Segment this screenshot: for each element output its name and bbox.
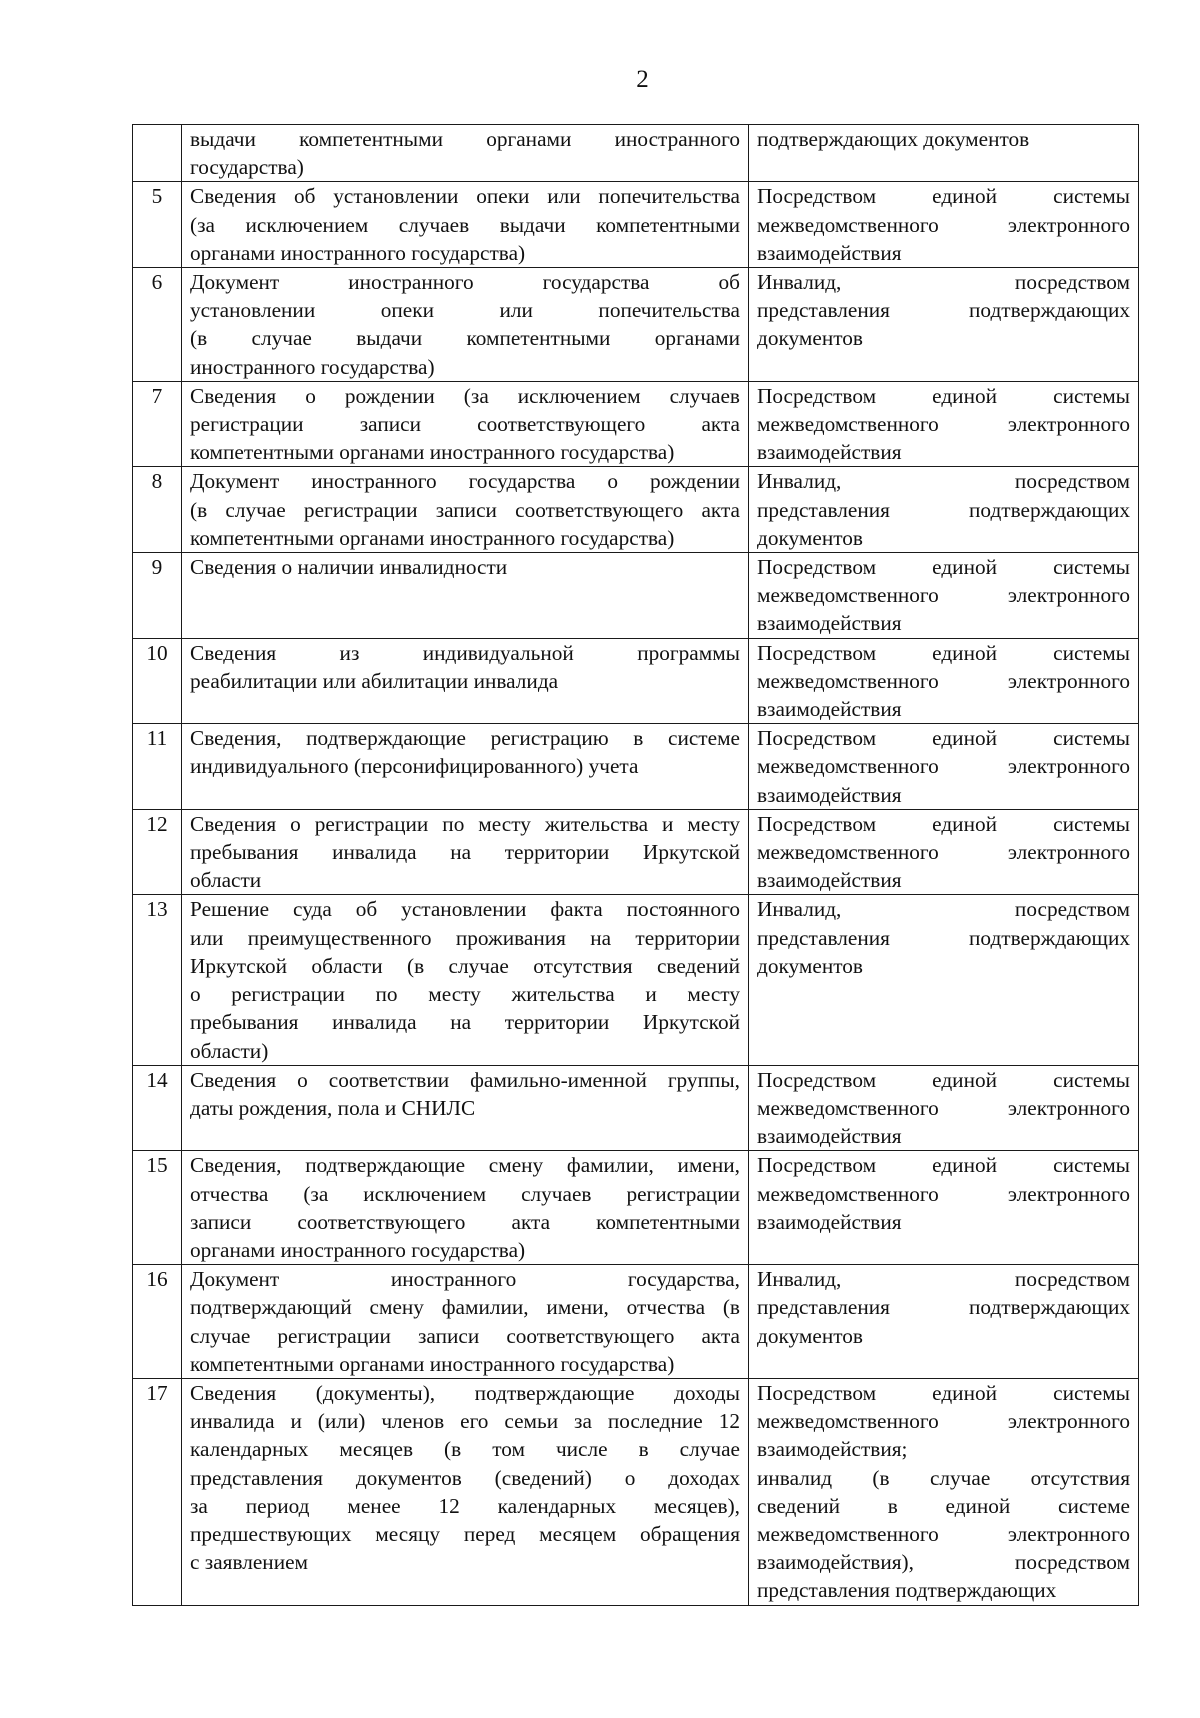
document-name-cell: [182, 1151, 749, 1265]
row-number-cell: 11: [133, 724, 182, 810]
document-name-cell: [182, 125, 749, 182]
document-name-line: индивидуального (персонифицированного) учета: [190, 754, 639, 779]
document-name-line: Сведения, подтверждающие регистрацию в системе: [190, 726, 740, 751]
document-name-line: области): [190, 1038, 269, 1063]
table-row: [133, 1378, 1139, 1605]
table-row: [133, 724, 1139, 810]
submission-method-line: Посредством единой системы: [757, 555, 1130, 580]
submission-method-line: межведомственного электронного: [757, 412, 1130, 437]
document-name-cell: [182, 895, 749, 1065]
document-name-line: Сведения о наличии инвалидности: [190, 555, 508, 580]
submission-method-line: представления подтверждающих: [757, 497, 1130, 522]
row-number-cell: 9: [133, 553, 182, 639]
submission-method-line: межведомственного электронного: [757, 668, 1130, 693]
submission-method-cell: [749, 1151, 1139, 1265]
row-number-cell: 8: [133, 467, 182, 553]
submission-method-line: взаимодействия: [757, 782, 902, 807]
submission-method-line: взаимодействия: [757, 1124, 902, 1149]
submission-method-line: документов: [757, 1323, 863, 1348]
submission-method-line: взаимодействия: [757, 697, 902, 722]
document-name-cell: [182, 1378, 749, 1605]
row-number-cell: 7: [133, 381, 182, 467]
document-name-line: записи соответствующего акта компетентными: [190, 1209, 740, 1234]
submission-method-line: межведомственного электронного: [757, 840, 1130, 865]
documents-table-body: [133, 125, 1139, 1606]
document-name-line: с заявлением: [190, 1550, 309, 1575]
submission-method-line: взаимодействия: [757, 240, 902, 265]
page-number: 2: [636, 66, 649, 93]
row-number-cell: 16: [133, 1265, 182, 1379]
submission-method-cell: [749, 467, 1139, 553]
document-name-line: инвалида и (или) членов его семьи за последние 12: [190, 1409, 740, 1434]
document-name-line: Документ иностранного государства,: [190, 1267, 740, 1292]
submission-method-cell: [749, 895, 1139, 1065]
document-name-line: (в случае регистрации записи соответствующего акта: [190, 497, 740, 522]
document-name-cell: [182, 1265, 749, 1379]
document-name-line: Документ иностранного государства об: [190, 270, 740, 295]
document-name-cell: [182, 467, 749, 553]
document-name-line: даты рождения, пола и СНИЛС: [190, 1095, 476, 1120]
submission-method-line: взаимодействия: [757, 611, 902, 636]
document-name-line: Сведения (документы), подтверждающие доходы: [190, 1380, 740, 1405]
row-number-cell: 13: [133, 895, 182, 1065]
submission-method-line: документов: [757, 525, 863, 550]
document-name-line: подтверждающий смену фамилии, имени, отчества (в: [190, 1295, 740, 1320]
submission-method-line: сведений в единой системе: [757, 1493, 1130, 1518]
submission-method-line: межведомственного электронного: [757, 1181, 1130, 1206]
document-name-line: Сведения о регистрации по месту жительства и месту: [190, 811, 740, 836]
submission-method-cell: [749, 1378, 1139, 1605]
row-number-cell: 12: [133, 809, 182, 895]
submission-method-line: документов: [757, 953, 863, 978]
submission-method-cell: [749, 553, 1139, 639]
table-row: [133, 638, 1139, 724]
document-name-line: реабилитации или абилитации инвалида: [190, 668, 559, 693]
document-name-cell: [182, 381, 749, 467]
submission-method-line: представления подтверждающих: [757, 1578, 1057, 1603]
document-name-line: случае регистрации записи соответствующего акта: [190, 1323, 740, 1348]
document-name-line: органами иностранного государства): [190, 1237, 526, 1262]
document-name-line: Документ иностранного государства о рождении: [190, 469, 740, 494]
document-name-line: Сведения о рождении (за исключением случаев: [190, 383, 740, 408]
submission-method-line: межведомственного электронного: [757, 754, 1130, 779]
submission-method-line: межведомственного электронного: [757, 583, 1130, 608]
table-row: [133, 268, 1139, 382]
row-number-cell: 14: [133, 1065, 182, 1151]
document-name-line: Сведения, подтверждающие смену фамилии, имени,: [190, 1153, 740, 1178]
document-name-cell: [182, 638, 749, 724]
submission-method-line: Посредством единой системы: [757, 811, 1130, 836]
document-name-line: Иркутской области (в случае отсутствия сведений: [190, 953, 740, 978]
submission-method-line: Посредством единой системы: [757, 1153, 1130, 1178]
submission-method-line: Посредством единой системы: [757, 383, 1130, 408]
submission-method-cell: [749, 125, 1139, 182]
table-row: [133, 381, 1139, 467]
submission-method-line: Инвалид, посредством: [757, 469, 1130, 494]
submission-method-line: Посредством единой системы: [757, 726, 1130, 751]
document-name-line: отчества (за исключением случаев регистрации: [190, 1181, 740, 1206]
document-name-line: (за исключением случаев выдачи компетентными: [190, 212, 740, 237]
document-name-line: Сведения об установлении опеки или попечительства: [190, 184, 740, 209]
document-name-line: области: [190, 868, 262, 893]
table-row: [133, 553, 1139, 639]
table-row: [133, 1265, 1139, 1379]
table-row: [133, 1065, 1139, 1151]
submission-method-line: взаимодействия: [757, 868, 902, 893]
document-name-line: за период менее 12 календарных месяцев),: [190, 1493, 740, 1518]
submission-method-line: Инвалид, посредством: [757, 897, 1130, 922]
document-name-cell: [182, 724, 749, 810]
document-name-cell: [182, 182, 749, 268]
row-number-cell: 6: [133, 268, 182, 382]
submission-method-line: инвалид (в случае отсутствия: [757, 1465, 1130, 1490]
documents-table: [132, 124, 1139, 1606]
submission-method-line: подтверждающих документов: [757, 127, 1030, 151]
submission-method-cell: [749, 182, 1139, 268]
document-name-line: предшествующих месяцу перед месяцем обращения: [190, 1521, 740, 1546]
submission-method-line: представления подтверждающих: [757, 298, 1130, 323]
document-name-line: органами иностранного государства): [190, 240, 526, 265]
row-number-cell: [133, 125, 182, 182]
submission-method-line: представления подтверждающих: [757, 1295, 1130, 1320]
submission-method-cell: [749, 809, 1139, 895]
document-name-line: пребывания инвалида на территории Иркутской: [190, 840, 740, 865]
submission-method-cell: [749, 1065, 1139, 1151]
submission-method-line: Посредством единой системы: [757, 184, 1130, 209]
table-row: [133, 467, 1139, 553]
document-name-line: компетентными органами иностранного государства): [190, 440, 675, 465]
document-name-line: иностранного государства): [190, 354, 435, 379]
table-row: [133, 182, 1139, 268]
row-number-cell: 10: [133, 638, 182, 724]
document-name-line: (в случае выдачи компетентными органами: [190, 326, 740, 351]
submission-method-line: взаимодействия: [757, 440, 902, 465]
submission-method-line: взаимодействия), посредством: [757, 1550, 1130, 1575]
document-name-line: или преимущественного проживания на территории: [190, 925, 740, 950]
submission-method-cell: [749, 638, 1139, 724]
document-name-line: установлении опеки или попечительства: [190, 298, 740, 323]
document-name-line: Сведения из индивидуальной программы: [190, 640, 740, 665]
submission-method-line: представления подтверждающих: [757, 925, 1130, 950]
table-row: [133, 125, 1139, 182]
submission-method-line: Инвалид, посредством: [757, 270, 1130, 295]
document-name-cell: [182, 809, 749, 895]
submission-method-cell: [749, 724, 1139, 810]
submission-method-line: Посредством единой системы: [757, 1380, 1130, 1405]
document-name-line: Решение суда об установлении факта постоянного: [190, 897, 740, 922]
submission-method-line: Посредством единой системы: [757, 640, 1130, 665]
submission-method-line: взаимодействия: [757, 1209, 902, 1234]
document-name-line: о регистрации по месту жительства и месту: [190, 982, 740, 1007]
document-name-line: выдачи компетентными органами иностранного: [190, 127, 740, 151]
document-name-line: регистрации записи соответствующего акта: [190, 412, 740, 437]
submission-method-line: межведомственного электронного: [757, 1521, 1130, 1546]
table-row: [133, 895, 1139, 1065]
document-name-line: государства): [190, 155, 304, 180]
submission-method-line: Посредством единой системы: [757, 1067, 1130, 1092]
submission-method-line: межведомственного электронного: [757, 1409, 1130, 1434]
submission-method-line: межведомственного электронного: [757, 1095, 1130, 1120]
table-row: [133, 809, 1139, 895]
table-row: [133, 1151, 1139, 1265]
submission-method-line: Инвалид, посредством: [757, 1267, 1130, 1292]
document-name-line: Сведения о соответствии фамильно-именной группы,: [190, 1067, 740, 1092]
submission-method-cell: [749, 1265, 1139, 1379]
document-name-cell: [182, 268, 749, 382]
submission-method-line: межведомственного электронного: [757, 212, 1130, 237]
document-name-cell: [182, 1065, 749, 1151]
document-name-line: представления документов (сведений) о доходах: [190, 1465, 740, 1490]
row-number-cell: 15: [133, 1151, 182, 1265]
submission-method-line: документов: [757, 326, 863, 351]
submission-method-cell: [749, 381, 1139, 467]
document-name-line: компетентными органами иностранного государства): [190, 1351, 675, 1376]
document-name-line: календарных месяцев (в том числе в случае: [190, 1437, 740, 1462]
document-name-line: компетентными органами иностранного государства): [190, 525, 675, 550]
document-name-cell: [182, 553, 749, 639]
document-name-line: пребывания инвалида на территории Иркутской: [190, 1010, 740, 1035]
row-number-cell: 5: [133, 182, 182, 268]
submission-method-line: взаимодействия;: [757, 1437, 908, 1462]
submission-method-cell: [749, 268, 1139, 382]
row-number-cell: 17: [133, 1378, 182, 1605]
